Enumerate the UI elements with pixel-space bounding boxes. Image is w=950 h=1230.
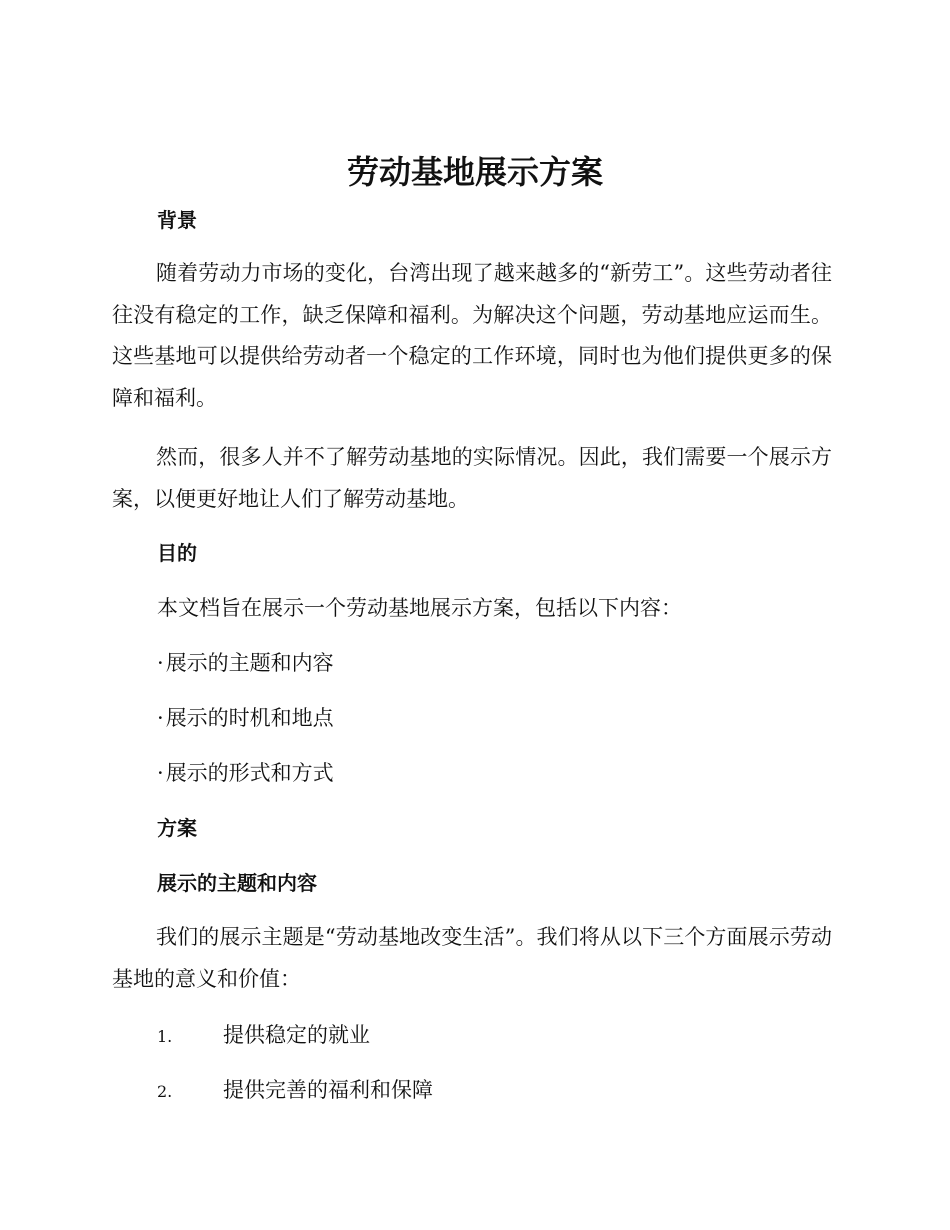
bullet-text: 展示的时机和地点 <box>165 706 334 730</box>
section-heading-purpose: 目的 <box>157 541 197 565</box>
section-heading-plan: 方案 <box>157 816 197 840</box>
purpose-intro: 本文档旨在展示一个劳动基地展示方案，包括以下内容： <box>157 596 682 620</box>
item-text: 提供稳定的就业 <box>223 1023 370 1047</box>
background-paragraph-1: 随着劳动力市场的变化，台湾出现了越来越多的“新劳工”。这些劳动者往往没有稳定的工作，缺乏保障和福利。为解决这个问题，劳动基地应运而生。这些基地可以提供给劳动者一个稳定的工作环境，同时也为他们提供更多的保障和福利。 <box>112 261 832 410</box>
bullet-marker: · <box>157 706 164 730</box>
numbered-item <box>157 1020 370 1052</box>
plan-paragraph: 我们的展示主题是“劳动基地改变生活”。我们将从以下三个方面展示劳动基地的意义和价值： <box>112 925 832 991</box>
item-text: 提供完善的福利和保障 <box>223 1078 433 1102</box>
list-item <box>157 648 334 678</box>
item-number: 1. <box>157 1027 173 1046</box>
item-number: 2. <box>157 1082 173 1101</box>
subsection-heading-theme: 展示的主题和内容 <box>157 871 317 895</box>
list-item <box>157 703 334 733</box>
section-heading-background: 背景 <box>157 208 197 232</box>
background-paragraph-2: 然而，很多人并不了解劳动基地的实际情况。因此，我们需要一个展示方案，以便更好地让人们了解劳动基地。 <box>112 445 832 511</box>
numbered-item <box>157 1075 433 1107</box>
bullet-marker: · <box>157 651 164 675</box>
bullet-marker: · <box>157 761 164 785</box>
list-item <box>157 758 334 788</box>
bullet-text: 展示的主题和内容 <box>165 651 334 675</box>
bullet-text: 展示的形式和方式 <box>165 761 334 785</box>
document-title: 劳动基地展示方案 <box>346 153 603 191</box>
